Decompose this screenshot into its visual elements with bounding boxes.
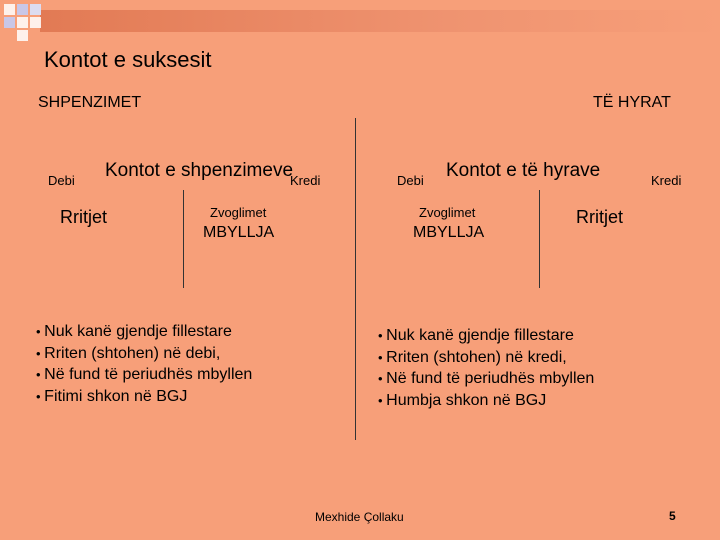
footer-author: Mexhide Çollaku xyxy=(315,510,404,524)
right-credit-entry: Rritjet xyxy=(576,207,624,227)
right-t-account-line xyxy=(539,190,540,288)
list-item: • Në fund të periudhës mbyllen xyxy=(36,364,252,386)
list-item: • Në fund të periudhës mbyllen xyxy=(378,368,594,390)
list-item: • Rriten (shtohen) në debi, xyxy=(36,343,252,365)
decor-square xyxy=(17,17,28,28)
right-debit-label: Debi xyxy=(397,173,424,188)
left-t-account-line xyxy=(183,190,184,288)
decor-square xyxy=(17,30,28,41)
decor-square xyxy=(4,4,15,15)
left-credit-label: Kredi xyxy=(290,173,321,188)
page-number: 5 xyxy=(669,509,676,523)
revenues-heading: TË HYRAT xyxy=(593,94,671,111)
left-debit-entry: Rritjet xyxy=(60,207,108,227)
decor-square xyxy=(17,4,28,15)
decor-square xyxy=(30,4,41,15)
left-credit-entry-small: Zvoglimet xyxy=(210,205,267,220)
right-account-name: Kontot e të hyrave xyxy=(446,160,601,181)
header-bar xyxy=(40,10,720,32)
list-item: • Nuk kanë gjendje fillestare xyxy=(36,321,252,343)
right-bullet-list xyxy=(378,325,594,411)
left-account-name: Kontot e shpenzimeve xyxy=(105,160,294,181)
right-debit-entry-small: Zvoglimet xyxy=(419,205,476,220)
center-divider xyxy=(355,118,356,440)
left-debit-label: Debi xyxy=(48,173,75,188)
decor-square xyxy=(30,17,41,28)
list-item: • Rriten (shtohen) në kredi, xyxy=(378,347,594,369)
left-credit-entry: MBYLLJA xyxy=(203,224,275,241)
left-bullet-list xyxy=(36,321,252,407)
right-debit-entry: MBYLLJA xyxy=(413,224,485,241)
slide-title: Kontot e suksesit xyxy=(44,47,212,72)
list-item: • Humbja shkon në BGJ xyxy=(378,390,594,412)
right-credit-label: Kredi xyxy=(651,173,682,188)
decor-square xyxy=(4,17,15,28)
list-item: • Fitimi shkon në BGJ xyxy=(36,386,252,408)
list-item: • Nuk kanë gjendje fillestare xyxy=(378,325,594,347)
expenses-heading: SHPENZIMET xyxy=(38,94,142,111)
